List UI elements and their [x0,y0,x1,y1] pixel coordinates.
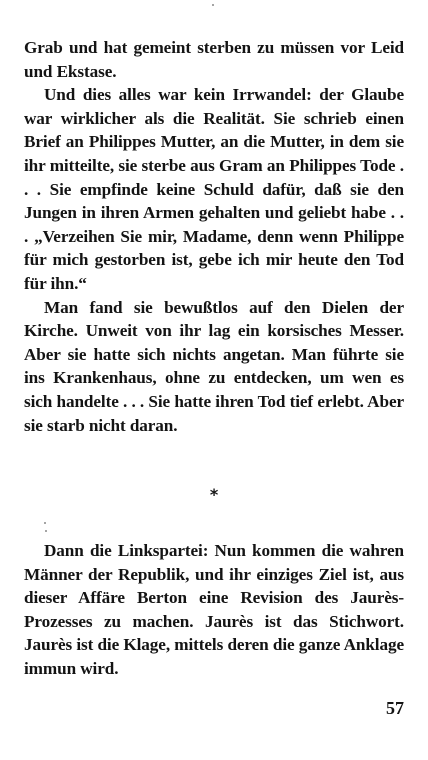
paragraph-continuation: Grab und hat gemeint sterben zu müssen vor Leid und Ekstase. [24,38,404,81]
page-number: 57 [386,698,404,718]
print-speck [212,4,214,6]
text-block-upper [24,36,404,437]
paragraph: Man fand sie bewußtlos auf den Dielen der Kirche. Unweit von ihr lag ein korsisches Messer. Aber sie hatte sich nichts angetan. Man führte sie ins Krankenhaus, ohne zu entdecken, um wen es sich handelte . . . Sie hatte ihren Tod tief erlebt. Aber sie starb nicht daran. [24,297,404,435]
paragraph: Dann die Linkspartei: Nun kommen die wahren Männer der Republik, und ihr einziges Ziel ist, aus dieser Affäre Berton eine Revision des Jaurès-Prozesses zu machen. Jaurès ist das Stichwort. Jaurès ist die Klage, mittels deren die ganze Anklage immun wird. [24,541,404,678]
print-speck [45,530,47,532]
section-separator: * [209,485,219,504]
text-block-lower [24,539,404,681]
paragraph: Und dies alles war kein Irrwandel: der Glaube war wirklicher als die Realität. Sie schrieb einen Brief an Philippes Mutter, an die Mutter, in dem sie ihr mitteilte, sie sterbe aus Gram an Philippes Tode . . . Sie empfinde keine Schuld dafür, daß sie den Jungen in ihren Armen gehalten und geliebt habe . . . „Verzeihen Sie mir, Madame, denn wenn Philippe für mich gestorben ist, gebe ich mir heute den Tod für ihn.“ [24,85,404,293]
print-speck [44,522,46,524]
